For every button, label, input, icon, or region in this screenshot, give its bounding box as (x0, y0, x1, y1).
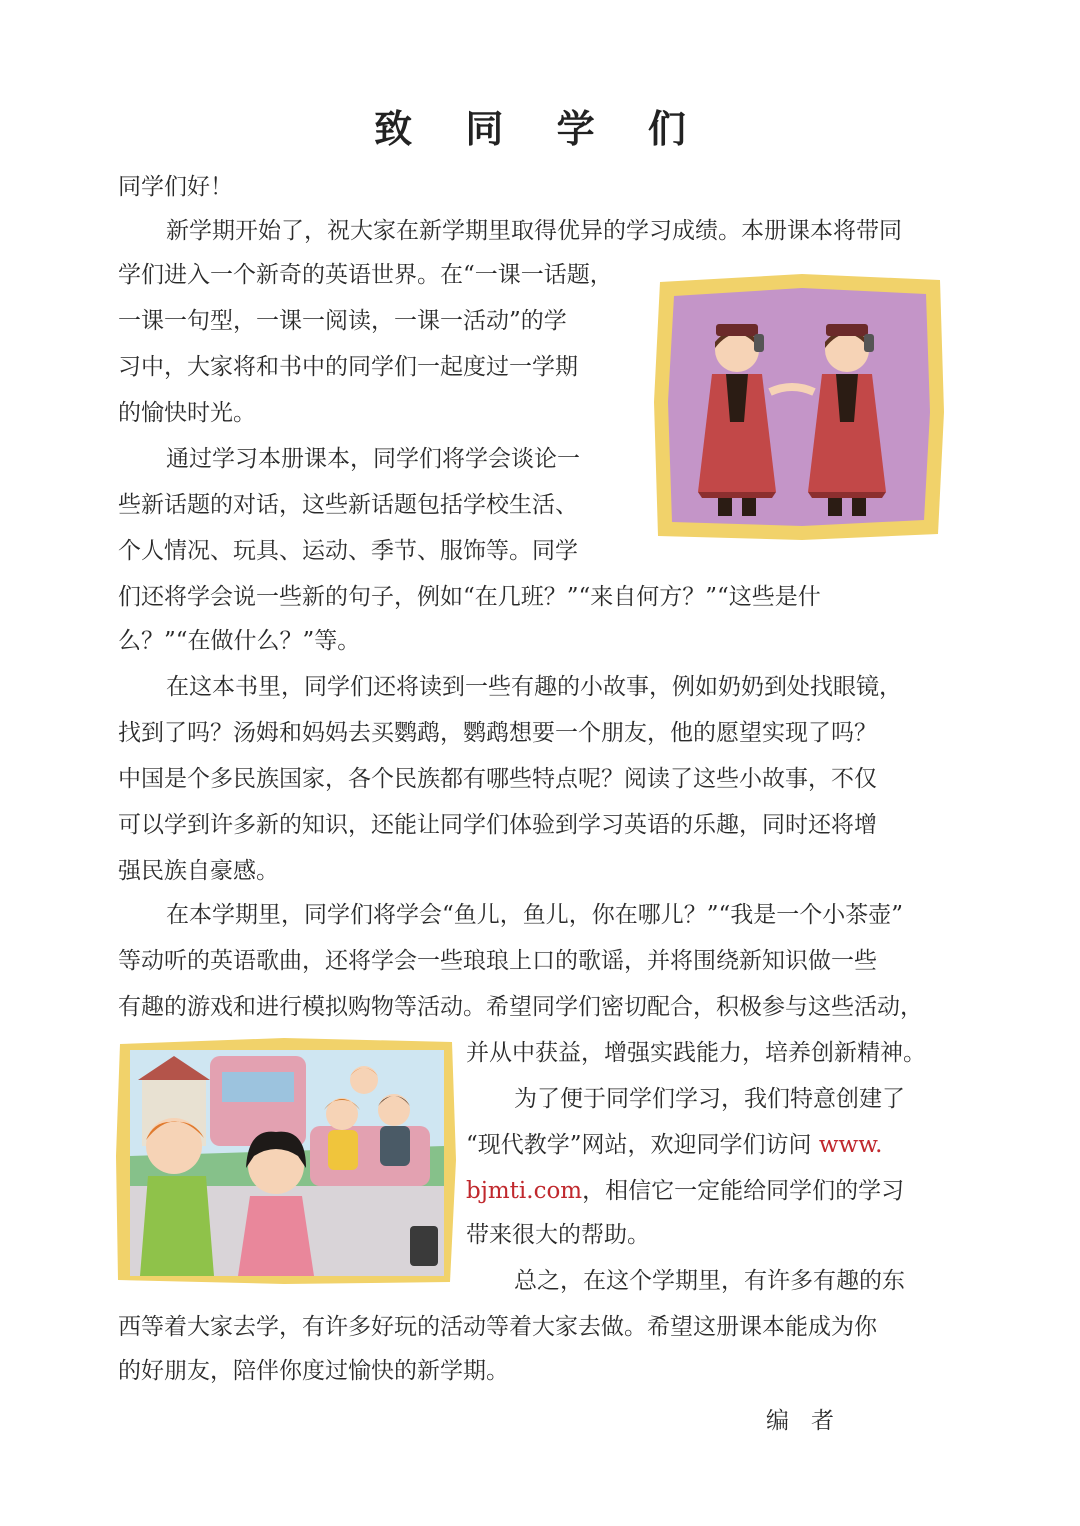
website-outro-text: ，相信它一定能给同学们的学习 (582, 1178, 905, 1204)
paragraph-3-line-1: 在这本书里，同学们还将读到一些有趣的小故事，例如奶奶到处找眼镜， (166, 674, 902, 700)
editor-signature: 编者 (766, 1408, 856, 1434)
paragraph-2-line-5: 么？”“在做什么？”等。 (118, 628, 361, 654)
paragraph-4-line-4: 并从中获益，增强实践能力，培养创新精神。 (466, 1040, 926, 1066)
paragraph-1-line-1: 新学期开始了，祝大家在新学期里取得优异的学习成绩。本册课本将带同 (166, 218, 902, 244)
illustration-dancing-girls (652, 272, 948, 542)
website-url-part-1[interactable]: www. (818, 1132, 883, 1158)
website-url-part-2[interactable]: bjmti.com (466, 1178, 583, 1204)
page-title: 致 同 学 们 (374, 107, 706, 151)
website-intro-text: “现代教学”网站，欢迎同学们访问 (466, 1132, 812, 1158)
paragraph-3-line-5: 强民族自豪感。 (118, 858, 279, 884)
paragraph-1-line-3: 一课一句型，一课一阅读，一课一活动”的学 (118, 308, 567, 334)
paragraph-4-line-2: 等动听的英语歌曲，还将学会一些琅琅上口的歌谣，并将围绕新知识做一些 (118, 948, 877, 974)
paragraph-4-line-3: 有趣的游戏和进行模拟购物等活动。希望同学们密切配合，积极参与这些活动， (118, 994, 923, 1020)
paragraph-6-line-3: 的好朋友，陪伴你度过愉快的新学期。 (118, 1358, 509, 1384)
illustration-children-street (114, 1036, 458, 1286)
paragraph-2-line-3: 个人情况、玩具、运动、季节、服饰等。同学 (118, 538, 578, 564)
paragraph-5-line-1: 为了便于同学们学习，我们特意创建了 (514, 1086, 905, 1112)
paragraph-3-line-3: 中国是个多民族国家，各个民族都有哪些特点呢？阅读了这些小故事，不仅 (118, 766, 877, 792)
paragraph-2-line-2: 些新话题的对话，这些新话题包括学校生活、 (118, 492, 578, 518)
paragraph-1-line-5: 的愉快时光。 (118, 400, 256, 426)
paragraph-2-line-4: 们还将学会说一些新的句子，例如“在几班？”“来自何方？”“这些是什 (118, 584, 821, 610)
paragraph-3-line-4: 可以学到许多新的知识，还能让同学们体验到学习英语的乐趣，同时还将增 (118, 812, 877, 838)
paragraph-2-line-1: 通过学习本册课本，同学们将学会谈论一 (166, 446, 580, 472)
paragraph-1-line-2: 学们进入一个新奇的英语世界。在“一课一话题， (118, 262, 613, 288)
paragraph-5-line-3 (466, 1176, 904, 1206)
paragraph-6-line-1: 总之，在这个学期里，有许多有趣的东 (514, 1268, 905, 1294)
paragraph-3-line-2: 找到了吗？汤姆和妈妈去买鹦鹉，鹦鹉想要一个朋友，他的愿望实现了吗？ (118, 720, 877, 746)
paragraph-5-line-4: 带来很大的帮助。 (466, 1222, 650, 1248)
paragraph-6-line-2: 西等着大家去学，有许多好玩的活动等着大家去做。希望这册课本能成为你 (118, 1314, 877, 1340)
greeting: 同学们好！ (118, 174, 233, 200)
paragraph-4-line-1: 在本学期里，同学们将学会“鱼儿，鱼儿，你在哪儿？”“我是一个小茶壶” (166, 902, 904, 928)
paragraph-1-line-4: 习中，大家将和书中的同学们一起度过一学期 (118, 354, 578, 380)
paragraph-5-line-2 (466, 1130, 883, 1160)
